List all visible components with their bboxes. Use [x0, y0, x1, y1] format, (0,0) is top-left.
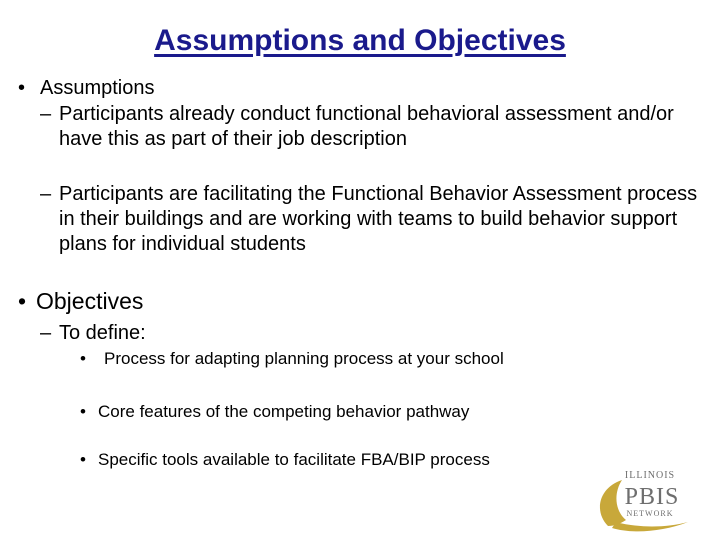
dash-icon: – [40, 322, 52, 344]
slide-title: Assumptions and Objectives [154, 24, 566, 57]
bullet-icon: • [18, 288, 27, 314]
objectives-heading [18, 286, 698, 316]
assumption-item [40, 102, 700, 152]
objective-item [80, 348, 640, 370]
assumption-item-text: Participants already conduct functional behavioral assessment and/or have this as part of their job description [59, 103, 674, 150]
objectives-label: Objectives [36, 288, 144, 314]
assumptions-label: Assumptions [40, 77, 155, 99]
logo-top-text: ILLINOIS [624, 470, 676, 481]
objective-item-text: Process for adapting planning process at your school [104, 349, 504, 368]
define-subheading [40, 320, 640, 346]
illinois-pbis-logo [592, 462, 702, 534]
assumption-item-text: Participants are facilitating the Functional Behavior Assessment process in their buildings and are working with teams to build behavior support plans for individual students [59, 183, 698, 255]
objective-item-text: Specific tools available to facilitate FBA/BIP process [98, 450, 490, 469]
objective-item [80, 401, 640, 423]
bullet-icon: • [80, 349, 86, 368]
logo-main-text: PBIS [624, 484, 680, 510]
define-label: To define: [59, 322, 146, 344]
objective-item-text: Core features of the competing behavior pathway [98, 402, 470, 421]
bullet-icon: • [80, 450, 86, 469]
assumption-item [40, 182, 705, 257]
dash-icon: – [40, 103, 52, 125]
logo-swoosh [600, 480, 626, 526]
bullet-icon: • [80, 402, 86, 421]
bullet-icon: • [18, 77, 26, 99]
logo-bottom-text: NETWORK [626, 509, 674, 518]
assumptions-heading [18, 76, 698, 100]
objective-item [80, 449, 640, 471]
dash-icon: – [40, 183, 52, 205]
logo-graphic [592, 462, 702, 534]
